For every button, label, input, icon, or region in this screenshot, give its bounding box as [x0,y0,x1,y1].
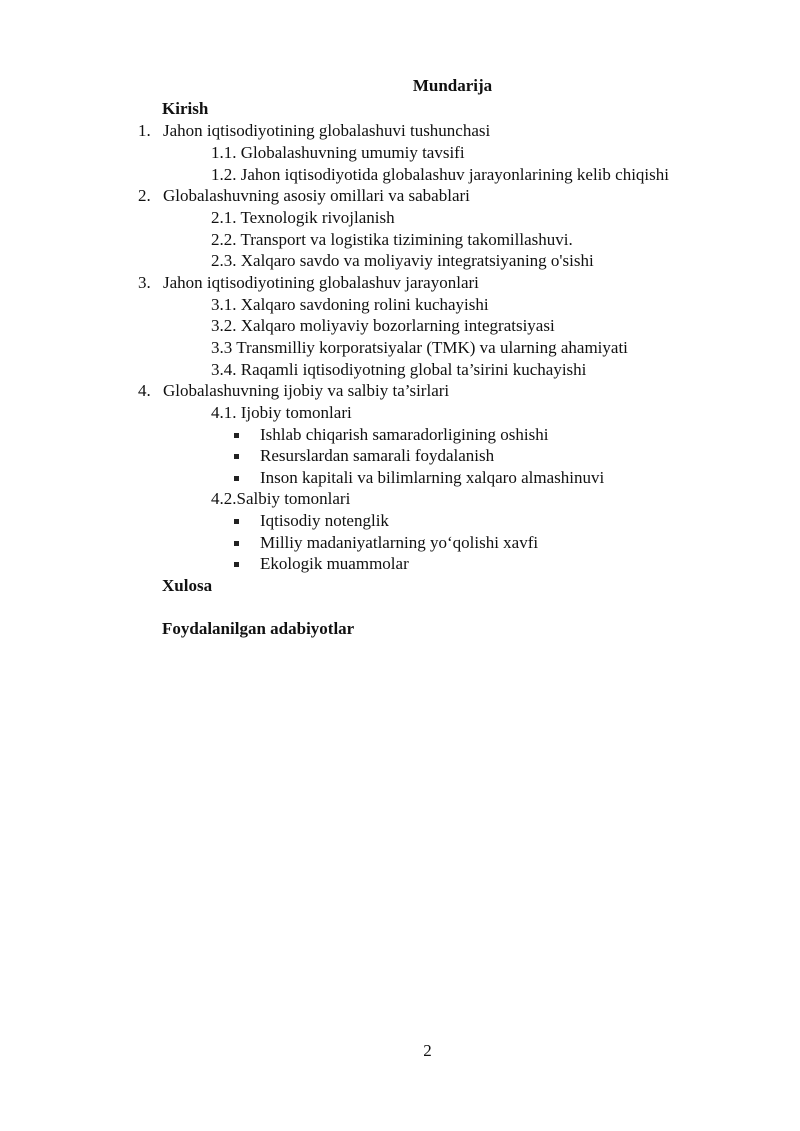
subsection-4-2: 4.2.Salbiy tomonlari [211,489,351,508]
bullet-square-icon [234,454,239,459]
subsection-4-1: 4.1. Ijobiy tomonlari [211,403,352,422]
bullet-square-icon [234,541,239,546]
bullet-square-icon [234,519,239,524]
bullet-text: Resurslardan samarali foydalanish [260,446,495,465]
section-3-number: 3. [138,273,151,292]
subsection-2-2: 2.2. Transport va logistika tizimining takomillashuvi. [211,230,573,249]
subsection-1-1: 1.1. Globalashuvning umumiy tavsifi [211,143,465,162]
subsection-3-2: 3.2. Xalqaro moliyaviy bozorlarning integratsiyasi [211,316,555,335]
bullet-square-icon [234,562,239,567]
bullet-square-icon [234,433,239,438]
bullet-text: Ekologik muammolar [260,554,409,573]
section-1-number: 1. [138,121,151,140]
bullet-text: Inson kapitali va bilimlarning xalqaro almashinuvi [260,468,605,487]
subsection-2-3: 2.3. Xalqaro savdo va moliyaviy integratsiyaning o'sishi [211,251,594,270]
section-4-title: Globalashuvning ijobiy va salbiy ta’sirlari [163,381,450,400]
section-1-title: Jahon iqtisodiyotining globalashuvi tushunchasi [163,121,491,140]
subsection-3-1: 3.1. Xalqaro savdoning rolini kuchayishi [211,295,489,314]
references-heading: Foydalanilgan adabiyotlar [162,619,355,638]
subsection-1-2: 1.2. Jahon iqtisodiyotida globalashuv jarayonlarining kelib chiqishi [211,165,669,184]
subsection-3-3: 3.3 Transmilliy korporatsiyalar (TMK) va ularning ahamiyati [211,338,628,357]
page-title: Mundarija [412,76,493,95]
bullet-square-icon [234,476,239,481]
section-2-number: 2. [138,186,151,205]
section-3-title: Jahon iqtisodiyotining globalashuv jarayonlari [163,273,479,292]
bullet-text: Milliy madaniyatlarning yo‘qolishi xavfi [260,533,539,552]
conclusion-heading: Xulosa [162,576,213,595]
intro-heading: Kirish [162,99,209,118]
subsection-3-4: 3.4. Raqamli iqtisodiyotning global ta’sirini kuchayishi [211,360,587,379]
bullet-text: Ishlab chiqarish samaradorligining oshishi [260,425,549,444]
bullet-text: Iqtisodiy notenglik [260,511,389,530]
page-number: 2 [423,1041,432,1060]
section-2-title: Globalashuvning asosiy omillari va sabablari [163,186,470,205]
section-4-number: 4. [138,381,151,400]
subsection-2-1: 2.1. Texnologik rivojlanish [211,208,395,227]
